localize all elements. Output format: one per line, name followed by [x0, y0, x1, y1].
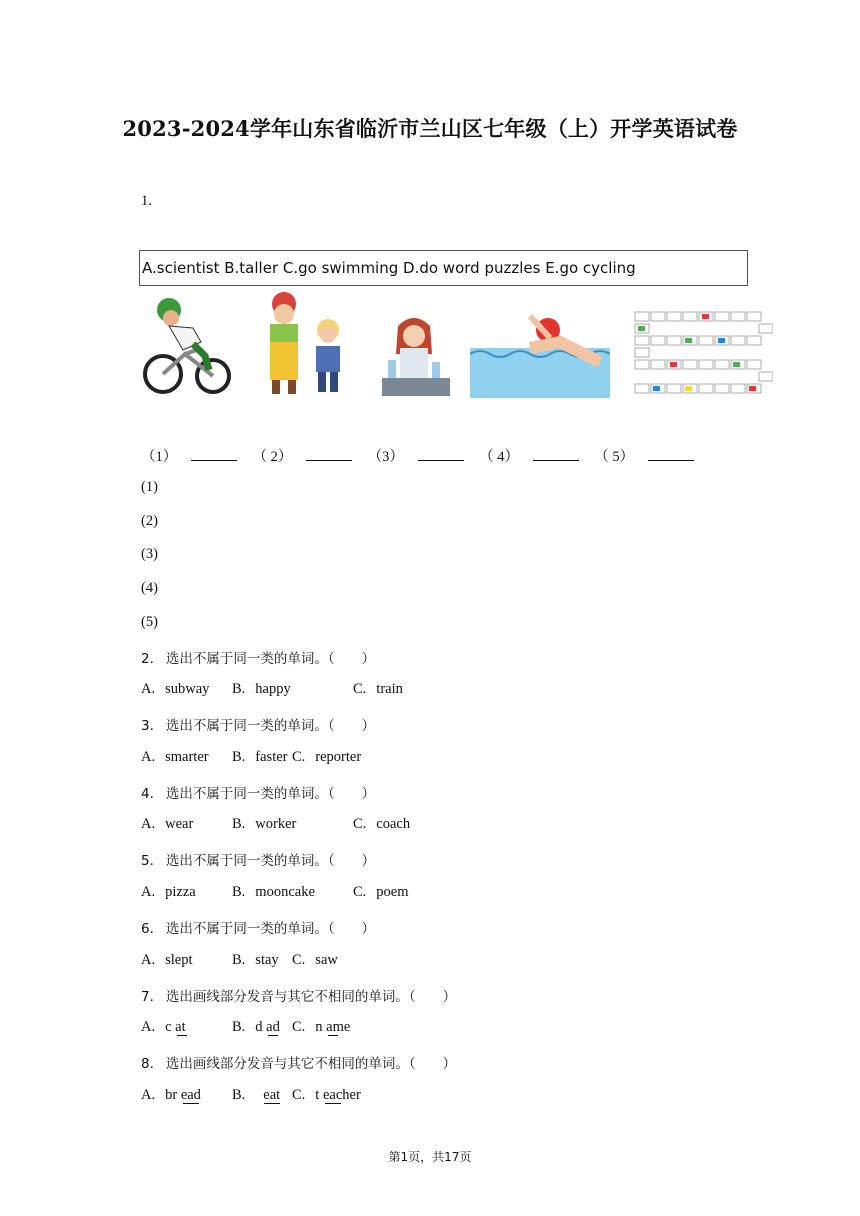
- word-puzzle-board-picture: [633, 308, 773, 398]
- q4-option-a[interactable]: A. wear: [141, 816, 194, 832]
- q8-option-c[interactable]: C. t eacher: [292, 1087, 361, 1103]
- blank-label-4: （ 4）: [479, 449, 519, 465]
- question-6: 6. 选出不属于同一类的单词。（ ）: [141, 921, 376, 937]
- answer-blanks-row: [141, 445, 694, 466]
- answer-blank-3[interactable]: [418, 446, 464, 461]
- q2-option-b[interactable]: B. happy: [232, 681, 291, 697]
- word-box: [139, 250, 748, 286]
- q6-option-c[interactable]: C. saw: [292, 952, 338, 968]
- q8-option-a[interactable]: A. br ead: [141, 1087, 201, 1103]
- q8-a-underline: [183, 1103, 199, 1104]
- question-1-number: 1.: [141, 193, 152, 209]
- blank-label-5: （ 5）: [594, 449, 635, 465]
- q5-option-b[interactable]: B. mooncake: [232, 884, 315, 900]
- question-3: 3. 选出不属于同一类的单词。（ ）: [141, 718, 376, 734]
- blank-label-2: （ 2）: [252, 449, 293, 465]
- q7-b-underline: [268, 1035, 278, 1036]
- q3-option-c[interactable]: C. reporter: [292, 749, 362, 765]
- sub-item-4: (4): [141, 580, 158, 596]
- q8-b-underline: [264, 1103, 280, 1104]
- q7-option-a[interactable]: A. c at: [141, 1019, 186, 1035]
- q7-option-c[interactable]: C. n ame: [292, 1019, 351, 1035]
- word-box-text: A.scientist B.taller C.go swimming D.do word puzzles E.go cycling: [142, 259, 636, 277]
- q2-option-c[interactable]: C. train: [353, 681, 403, 697]
- q4-option-b[interactable]: B. worker: [232, 816, 297, 832]
- q3-option-b[interactable]: B. faster: [232, 749, 288, 765]
- answer-blank-5[interactable]: [648, 446, 694, 461]
- sub-item-1: (1): [141, 479, 158, 495]
- cycling-boy-picture: [139, 292, 235, 400]
- q7-option-b[interactable]: B. d ad: [232, 1019, 280, 1035]
- swimmer-picture: [470, 308, 610, 398]
- answer-blank-1[interactable]: [191, 446, 237, 461]
- question-2: 2. 选出不属于同一类的单词。（ ）: [141, 651, 376, 667]
- question-4: 4. 选出不属于同一类的单词。（ ）: [141, 786, 376, 802]
- answer-blank-4[interactable]: [533, 446, 579, 461]
- question-8: 8. 选出画线部分发音与其它不相同的单词。（ ）: [141, 1056, 457, 1072]
- q8-option-b[interactable]: B. eat: [232, 1087, 281, 1103]
- sub-item-3: (3): [141, 546, 158, 562]
- q3-option-a[interactable]: A. smarter: [141, 749, 209, 765]
- page-footer: 第1页，共17页: [388, 1150, 472, 1164]
- question-7: 7. 选出画线部分发音与其它不相同的单词。（ ）: [141, 989, 457, 1005]
- answer-blank-2[interactable]: [306, 446, 352, 461]
- sub-item-5: (5): [141, 614, 158, 630]
- two-boys-picture: [258, 290, 356, 400]
- q5-option-a[interactable]: A. pizza: [141, 884, 196, 900]
- question-5: 5. 选出不属于同一类的单词。（ ）: [141, 853, 376, 869]
- page-title: 2023-2024学年山东省临沂市兰山区七年级（上）开学英语试卷: [122, 116, 738, 141]
- scientist-picture: [380, 314, 452, 400]
- q2-option-a[interactable]: A. subway: [141, 681, 210, 697]
- q6-option-a[interactable]: A. slept: [141, 952, 193, 968]
- blank-label-3: （3）: [367, 449, 404, 465]
- q5-option-c[interactable]: C. poem: [353, 884, 409, 900]
- q7-c-underline: [328, 1035, 338, 1036]
- q4-option-c[interactable]: C. coach: [353, 816, 411, 832]
- blank-label-1: （1）: [141, 449, 178, 465]
- q7-a-underline: [177, 1035, 187, 1036]
- q8-c-underline: [325, 1103, 341, 1104]
- sub-item-2: (2): [141, 513, 158, 529]
- q6-option-b[interactable]: B. stay: [232, 952, 279, 968]
